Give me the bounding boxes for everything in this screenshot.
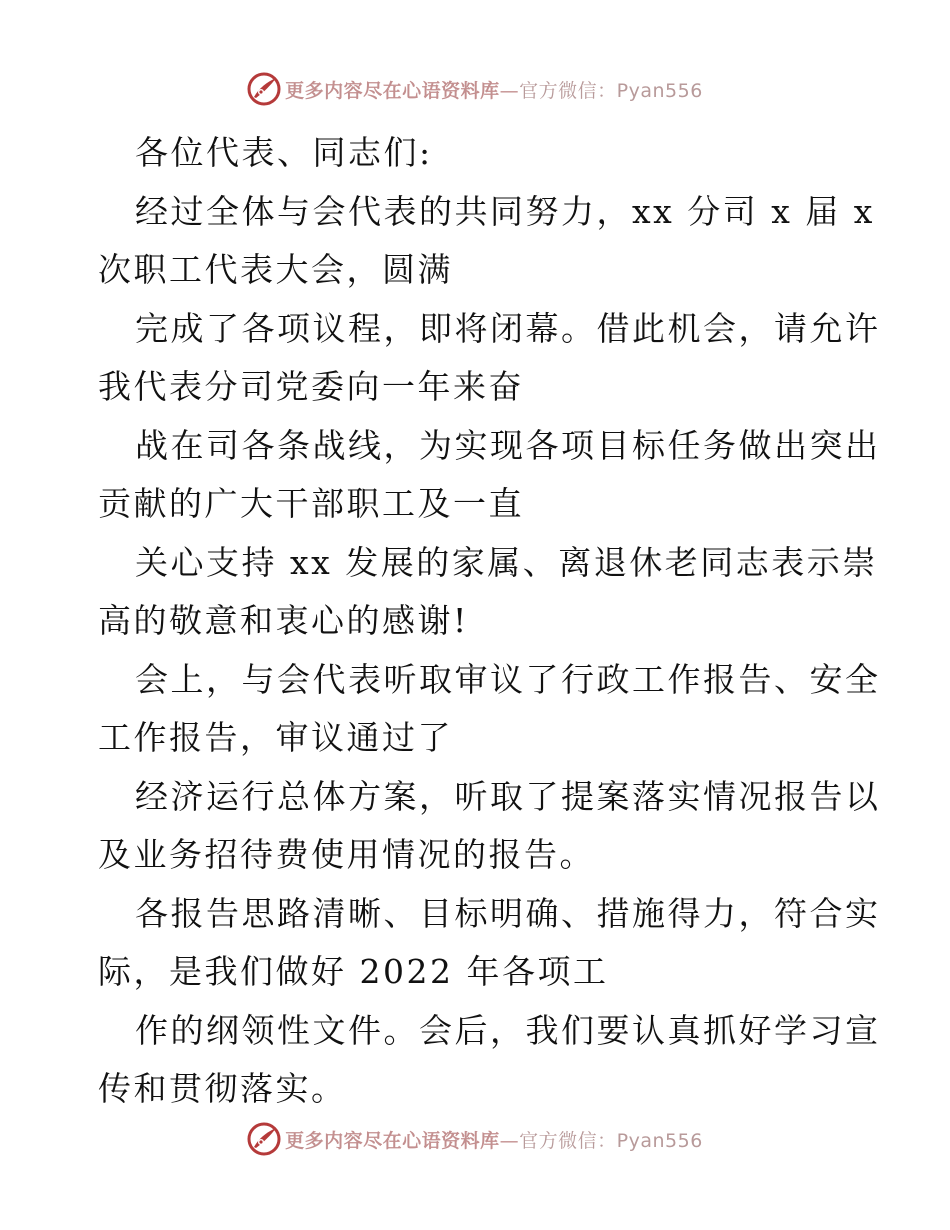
text-line: 作的纲领性文件。会后，我们要认真抓好学习宣 bbox=[135, 1010, 881, 1050]
banner-separator: — bbox=[499, 1129, 520, 1152]
banner-wechat: 官方微信：Pyan556 bbox=[519, 1129, 703, 1152]
text-line: 贡献的广大干部职工及一直 bbox=[98, 484, 524, 523]
banner-brand: 更多内容尽在心语资料库 bbox=[285, 79, 500, 102]
banner-wechat: 官方微信：Pyan556 bbox=[519, 79, 703, 102]
text-line: 会上，与会代表听取审议了行政工作报告、安全 bbox=[135, 659, 881, 699]
banner-brand: 更多内容尽在心语资料库 bbox=[285, 1129, 500, 1152]
footer-banner bbox=[0, 1122, 950, 1156]
text-line: 经过全体与会代表的共同努力，xx 分司 x 届 x bbox=[135, 191, 875, 231]
text-line: 高的敬意和衷心的感谢! bbox=[98, 601, 469, 640]
text-line: 我代表分司党委向一年来奋 bbox=[98, 367, 524, 406]
quill-pen-logo-icon bbox=[247, 72, 281, 106]
salutation-line: 各位代表、同志们: bbox=[135, 133, 433, 172]
text-line: 战在司各条战线，为实现各项目标任务做出突出 bbox=[135, 425, 881, 465]
header-banner bbox=[0, 72, 950, 106]
banner-text bbox=[285, 1126, 703, 1153]
text-line: 及业务招待费使用情况的报告。 bbox=[98, 835, 595, 874]
text-line: 次职工代表大会，圆满 bbox=[98, 250, 453, 289]
text-line: 传和贯彻落实。 bbox=[98, 1069, 347, 1108]
text-line: 经济运行总体方案，听取了提案落实情况报告以 bbox=[135, 776, 881, 816]
document-body bbox=[98, 124, 881, 1119]
banner-text bbox=[285, 76, 703, 103]
banner-separator: — bbox=[499, 79, 520, 102]
text-line: 完成了各项议程，即将闭幕。借此机会，请允许 bbox=[135, 308, 881, 348]
text-line: 工作报告，审议通过了 bbox=[98, 718, 453, 757]
text-line: 各报告思路清晰、目标明确、措施得力，符合实 bbox=[135, 893, 881, 933]
text-line: 关心支持 xx 发展的家属、离退休老同志表示崇 bbox=[135, 542, 878, 582]
text-line: 际，是我们做好 2022 年各项工 bbox=[98, 952, 609, 991]
quill-pen-logo-icon bbox=[247, 1122, 281, 1156]
